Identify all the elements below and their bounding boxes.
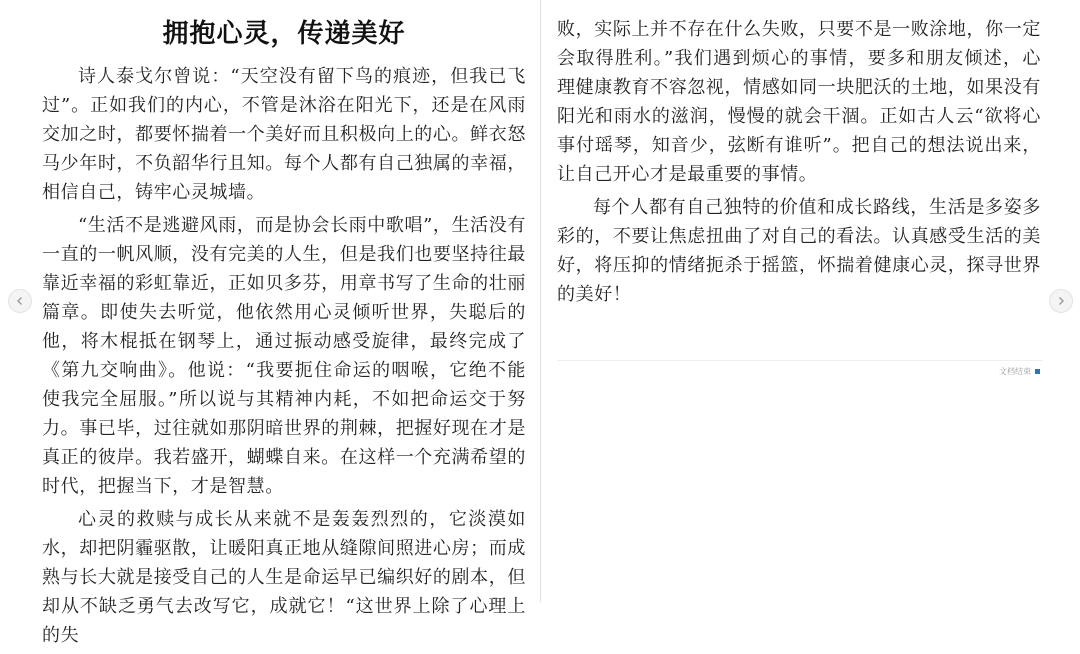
paragraph: 诗人泰戈尔曾说：“天空没有留下鸟的痕迹，但我已飞过”。正如我们的内心，不管是沐浴在阳光下，还是在风雨交加之时，都要怀揣着一个美好而且积极向上的心。鲜衣怒马少年时，不负韶华行且知。每个人都有自己独属的幸福，相信自己，铸牢心灵城墙。 [42,66,526,203]
document-title: 拥抱心灵，传递美好 [162,19,406,49]
next-page-button[interactable] [1049,289,1073,313]
left-page-body [42,62,526,654]
end-separator [557,360,1043,361]
paragraph: 心灵的救赎与成长从来就不是轰轰烈烈的，它淡漠如水，却把阴霾驱散，让暖阳真正地从缝隙间照进心房；而成熟与长大就是接受自己的人生是命运早已编织好的剧本，但却从不缺乏勇气去改写它，成就它！“这世界上除了心理上的失 [42,509,526,646]
chevron-left-icon [15,296,25,306]
document-end-mark [999,366,1040,377]
paragraph-continuation: 败，实际上并不存在什么失败，只要不是一败涂地，你一定会取得胜利。”我们遇到烦心的事情，要多和朋友倾述，心理健康教育不容忽视，情感如同一块肥沃的土地，如果没有阳光和雨水的滋润，慢慢的就会干涸。正如古人云“欲将心事付瑶琴，知音少，弦断有谁听”。把自己的想法说出来，让自己开心才是最重要的事情。 [557,19,1041,185]
right-page-body [557,15,1041,313]
paragraph: “生活不是逃避风雨，而是协会长雨中歌唱”，生活没有一直的一帆风顺，没有完美的人生，但是我们也要坚持往最靠近幸福的彩虹靠近，正如贝多芬，用章书写了生命的壮丽篇章。即使失去听觉，他依然用心灵倾听世界，失聪后的他，将木棍抵在钢琴上，通过振动感受旋律，最终完成了《第九交响曲》。他说：“我要扼住命运的咽喉，它绝不能使我完全屈服。”所以说与其精神内耗，不如把命运交于努力。事已毕，过往就如那阴暗世界的荆棘，把握好现在才是真正的彼岸。我若盛开，蝴蝶自来。在这样一个充满希望的时代，把握当下，才是智慧。 [42,215,526,497]
page-divider [540,0,541,602]
end-mark-square-icon [1035,369,1040,374]
end-mark-label: 文档结束 [999,367,1031,376]
prev-page-button[interactable] [8,289,32,313]
paragraph: 每个人都有自己独特的价值和成长路线，生活是多姿多彩的，不要让焦虑扭曲了对自己的看法。认真感受生活的美好，将压抑的情绪扼杀于摇篮，怀揣着健康心灵，探寻世界的美好！ [557,197,1041,305]
chevron-right-icon [1056,296,1066,306]
